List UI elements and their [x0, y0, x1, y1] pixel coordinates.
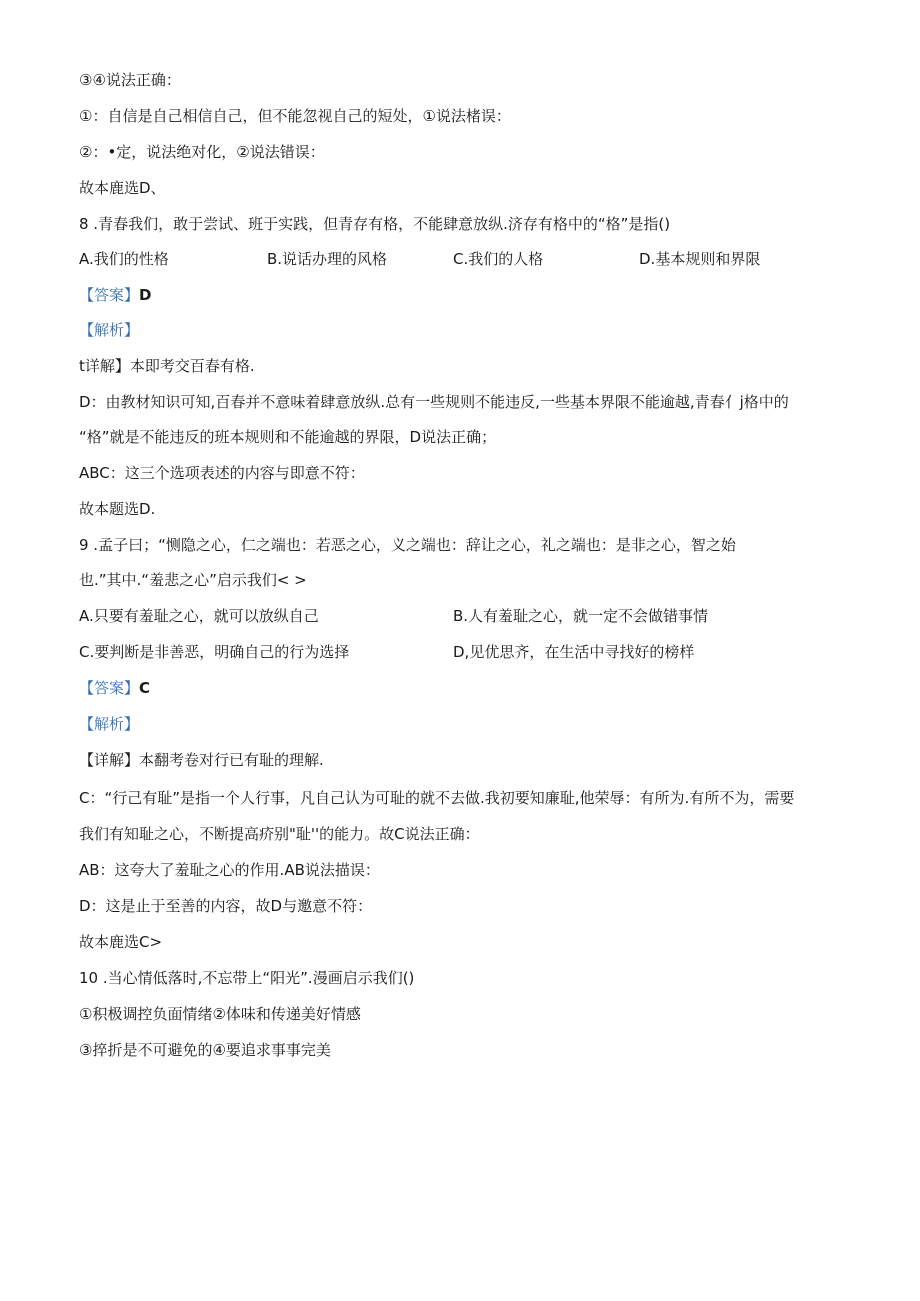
q9-answer-line: [79, 678, 150, 698]
analysis-tag: 【解析】: [79, 715, 140, 733]
q9-option-d: D,见优思齐，在生活中寻找好的榜样: [453, 643, 695, 661]
text-line: C：“行己有耻”是指一个人行事，凡自己认为可耻的就不去做.我初要知廉耻,他荣辱：有所为.有所不为，需要: [79, 789, 795, 807]
q9-option-c: C.要判断是非善恶，明确自己的行为选择: [79, 643, 350, 661]
text-line: 我们有知耻之心，不断提高疥别"耻''的能力。故C说法正确：: [79, 825, 480, 843]
q8-answer-line: [79, 285, 151, 305]
text-line: ③④说法正确：: [79, 71, 181, 89]
q8-option-d: D.基本规则和界限: [639, 250, 761, 268]
q8-option-a: A.我们的性格: [79, 250, 169, 268]
text-line: t详解】本即考交百春有格.: [79, 357, 255, 375]
question-9: 9 .孟子曰；“恻隐之心，仁之端也：若恶之心，义之端也：辞让之心，礼之端也：是非之心，智之始: [79, 536, 736, 554]
question-9-cont: 也.”其中.“羞悲之心”启示我们< >: [79, 571, 307, 589]
answer-value: C: [139, 679, 151, 697]
q10-options-2: ③捽折是不可避免的④要追求事事完美: [79, 1041, 331, 1059]
text-line: AB：这夸大了羞耻之心的作用.AB说法描误：: [79, 861, 380, 879]
text-line: 故本题选D.: [79, 500, 156, 518]
q10-options-1: ①积极调控负面情绪②体味和传递美好情感: [79, 1005, 361, 1023]
answer-value: D: [139, 286, 152, 304]
text-line: D：由教材知识可知,百春并不意味着肆意放纵.总有一些规则不能违反,一些基本界限不能逾越,青春亻j格中的: [79, 393, 789, 411]
q9-option-b: B.人有羞耻之心，就一定不会做错事情: [453, 607, 709, 625]
q9-option-a: A.只要有羞耻之心，就可以放纵自己: [79, 607, 319, 625]
analysis-tag: 【解析】: [79, 321, 140, 339]
q8-option-b: B.说话办理的风格: [267, 250, 388, 268]
text-line: ABC：这三个选项表述的内容与即意不符：: [79, 464, 365, 482]
text-line: 故本鹿选C>: [79, 933, 163, 951]
question-10: 10 .当心情低落时,不忘带上“阳光”.漫画启示我们(): [79, 969, 415, 987]
text-line: 【详解】本翻考卷对行已有耻的理解.: [79, 751, 324, 769]
text-line: 故本鹿选D、: [79, 179, 166, 197]
answer-tag: 【答案】: [79, 679, 140, 697]
text-line: ①：自信是自己相信自己，但不能忽视自己的短处，①说法楮误：: [79, 107, 511, 125]
text-line: D：这是止于至善的内容，故D与邀意不符：: [79, 897, 373, 915]
text-line: ②：•定，说法绝对化，②说法错误：: [79, 143, 325, 161]
q8-option-c: C.我们的人格: [453, 250, 544, 268]
text-line: “格”就是不能违反的班本规则和不能逾越的界限，D说法正确；: [79, 428, 497, 446]
answer-tag: 【答案】: [79, 286, 140, 304]
question-8: 8 .青春我们，敢于尝试、班于实践，但青存有格，不能肆意放纵.济存有格中的“格”是指(): [79, 215, 671, 233]
